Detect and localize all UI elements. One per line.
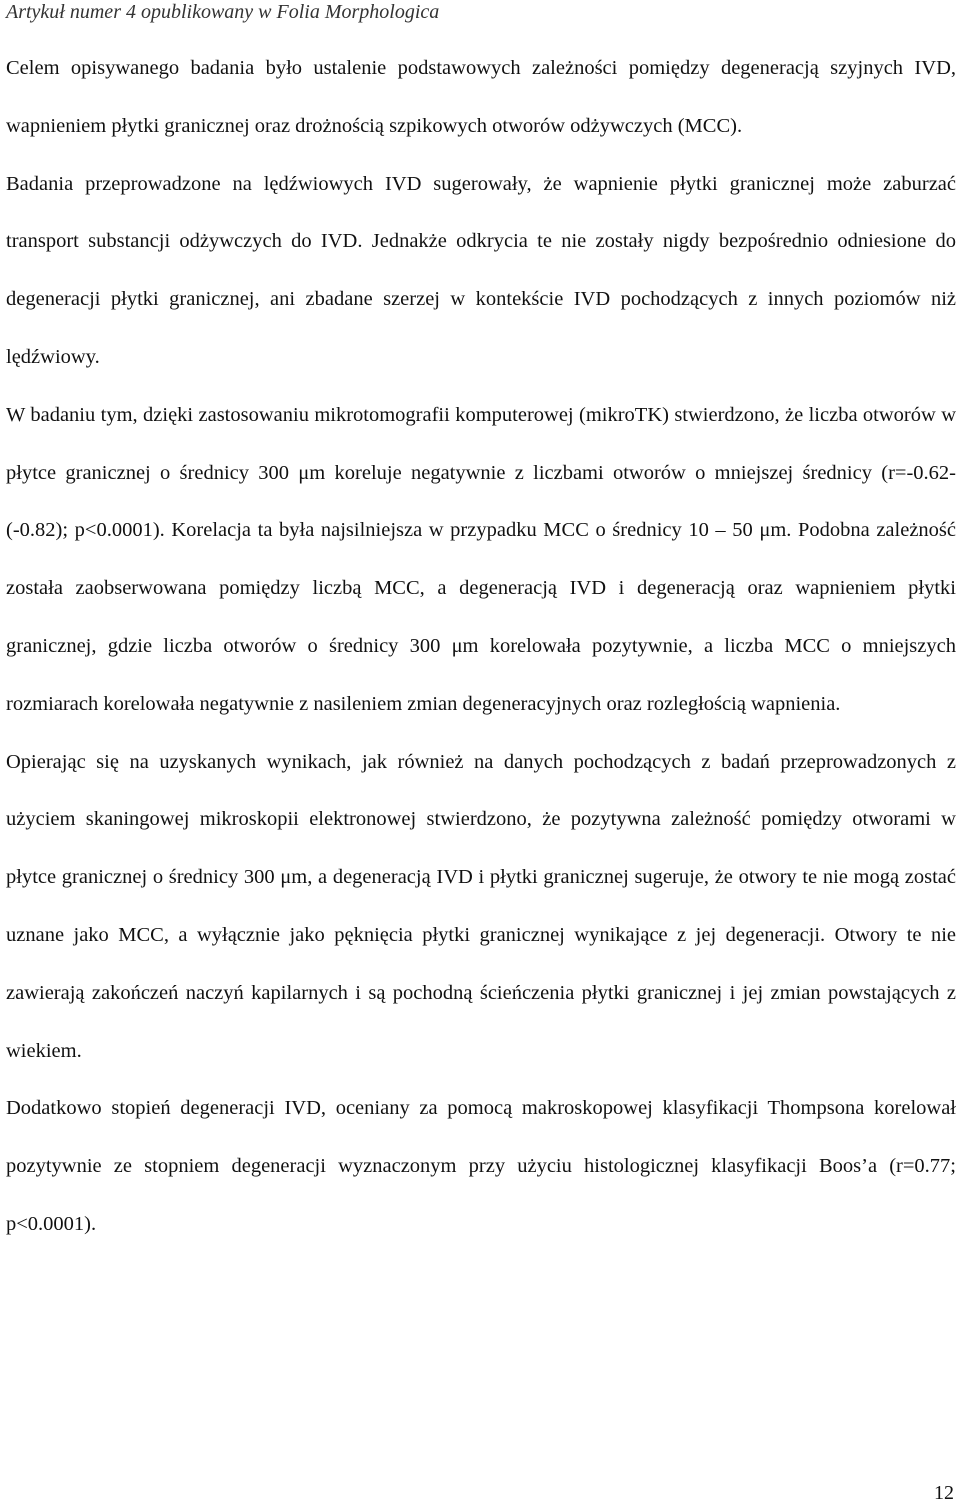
paragraph-3: W badaniu tym, dzięki zastosowaniu mikrotomografii komputerowej (mikroTK) stwierdzono, że liczba otworów w płytce granicznej o średnicy 300 μm koreluje negatywnie z liczbami otworów o mniejszej średnicy (r=-0.62-(-0.82); p<0.0001). Korelacja ta była najsilniejsza w przypadku MCC o średnicy 10 – 50 μm. Podobna zależność została zaobserwowana pomiędzy liczbą MCC, a degeneracją IVD i degeneracją oraz wapnieniem płytki granicznej, gdzie liczba otworów o średnicy 300 μm korelowała pozytywnie, a liczba MCC o mniejszych rozmiarach korelowała negatywnie z nasileniem zmian degeneracyjnych oraz rozległością wapnienia. bbox=[6, 403, 956, 715]
paragraph-5: Dodatkowo stopień degeneracji IVD, oceniany za pomocą makroskopowej klasyfikacji Thompsona korelował pozytywnie ze stopniem degeneracji wyznaczonym przy użyciu histologicznej klasyfikacji Boos’a (r=0.77; p<0.0001). bbox=[6, 1097, 956, 1235]
paragraph-2: Badania przeprowadzone na lędźwiowych IVD sugerowały, że wapnienie płytki granicznej może zaburzać transport substancji odżywczych do IVD. Jednakże odkrycia te nie zostały nigdy bezpośrednio odniesione do degeneracji płytki granicznej, ani zbadane szerzej w kontekście IVD pochodzących z innych poziomów niż lędźwiowy. bbox=[6, 172, 956, 368]
paragraph-4: Opierając się na uzyskanych wynikach, jak również na danych pochodzących z badań przeprowadzonych z użyciem skaningowej mikroskopii elektronowej stwierdzono, że pozytywna zależność pomiędzy otworami w płytce granicznej o średnicy 300 μm, a degeneracją IVD i płytki granicznej sugeruje, że otwory te nie mogą zostać uznane jako MCC, a wyłącznie jako pęknięcia płytki granicznej wynikające z jej degeneracji. Otwory te nie zawierają zakończeń naczyń kapilarnych i są pochodną ścieńczenia płytki granicznej i jej zmian powstających z wiekiem. bbox=[6, 750, 956, 1062]
body-text bbox=[6, 40, 956, 1254]
page-number: 12 bbox=[934, 1482, 954, 1504]
paragraph-1: Celem opisywanego badania było ustalenie podstawowych zależności pomiędzy degeneracją szyjnych IVD, wapnieniem płytki granicznej oraz drożnością szpikowych otworów odżywczych (MCC). bbox=[6, 57, 956, 137]
running-header: Artykuł numer 4 opublikowany w Folia Morphologica bbox=[6, 1, 440, 23]
